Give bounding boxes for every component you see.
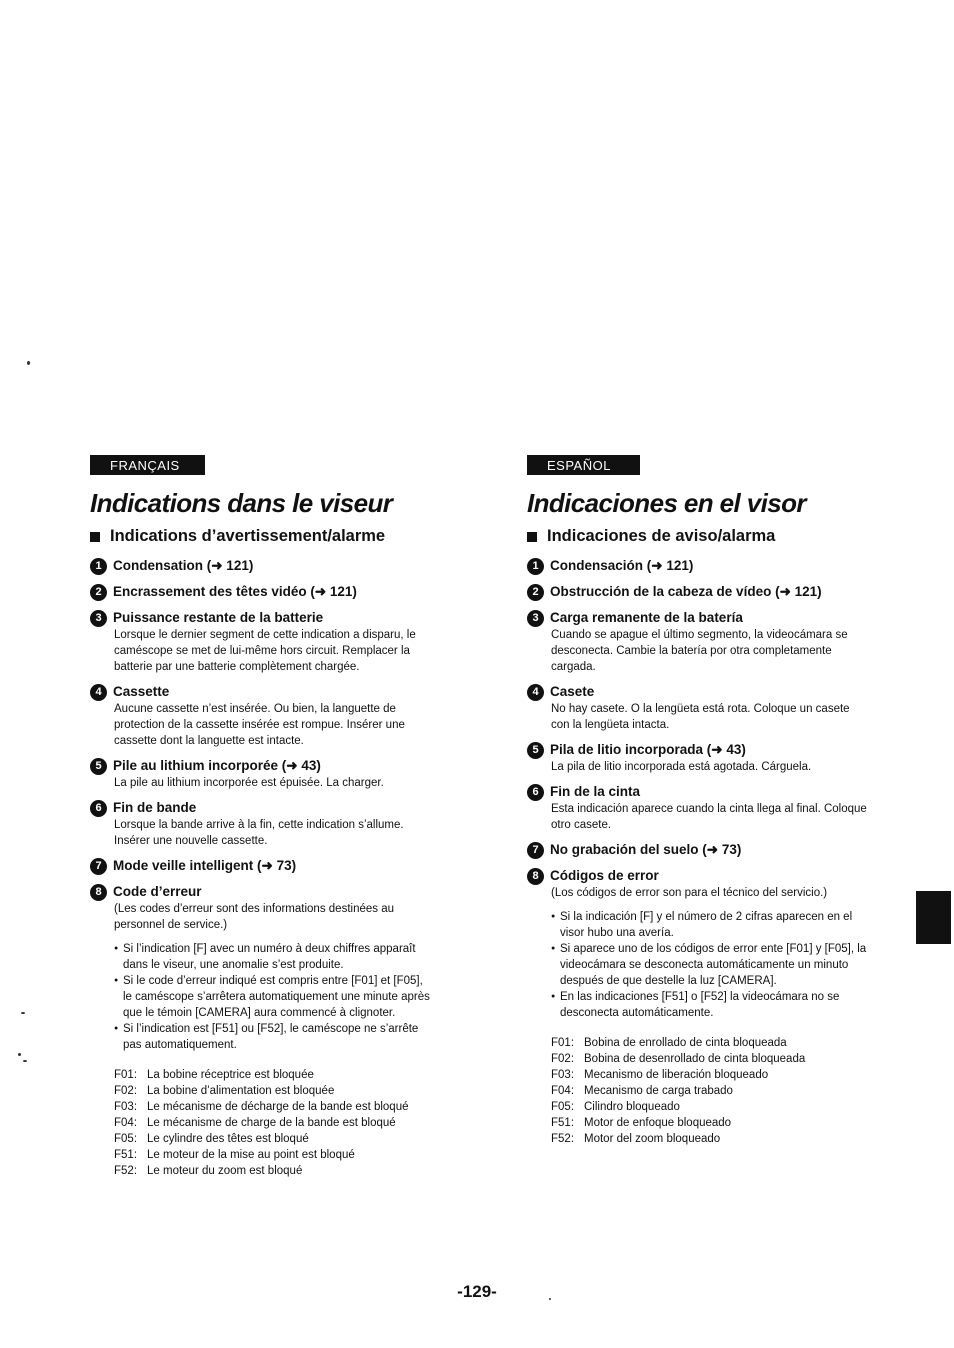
error-description: Mecanismo de carga trabado [584, 1085, 733, 1097]
error-code-row [551, 1035, 902, 1051]
section-title [527, 525, 902, 547]
item-body-line: caméscope se met de lui-même hors circuit. Remplacer la [114, 645, 410, 657]
bullet-dot-icon: ● [551, 945, 556, 952]
language-label: FRANÇAIS [90, 455, 205, 475]
item-body-line: protection de la cassette insérée est rompue. Insérer une [114, 719, 405, 731]
error-code-row [551, 1115, 902, 1131]
square-bullet-icon [527, 532, 537, 542]
bullet-line [551, 909, 902, 925]
page-title: Indications dans le viseur [90, 488, 393, 518]
bullet-dot-icon [114, 957, 123, 973]
bullet-text: Si le code d’erreur indiqué est compris entre [F01] et [F05], [123, 975, 423, 987]
item-body-line: La pile au lithium incorporée est épuisée. La charger. [114, 777, 384, 789]
bullet-line [551, 1005, 902, 1021]
item-heading-text: Pila de litio incorporada (➜ 43) [550, 742, 746, 757]
error-code: F51: [114, 1149, 138, 1161]
item-heading [527, 683, 902, 701]
indication-item [527, 557, 902, 575]
bullet-text: videocámara se desconecta automáticamente un minuto [560, 959, 849, 971]
item-heading [527, 583, 902, 601]
item-body-line: No hay casete. O la lengüeta está rota. Coloque un casete [551, 703, 850, 715]
speck [27, 361, 30, 365]
item-heading-text: Encrassement des têtes vidéo (➜ 121) [113, 584, 357, 599]
bullet-dot-icon: ● [114, 945, 119, 952]
item-body-line: cargada. [551, 661, 596, 673]
error-code: F52: [551, 1133, 575, 1145]
item-body-line: Esta indicación aparece cuando la cinta llega al final. Coloque [551, 803, 867, 815]
error-code-row [114, 1131, 465, 1147]
bullet-line [551, 973, 902, 989]
bullet-line [114, 1037, 465, 1053]
number-5-icon: 5 [527, 742, 544, 759]
bullet-dot-icon [551, 973, 560, 989]
bullet-line [114, 957, 465, 973]
number-1-icon: 1 [527, 558, 544, 575]
bullet-dot-icon [551, 957, 560, 973]
item-heading-text: Mode veille intelligent (➜ 73) [113, 858, 297, 873]
bullet-line [114, 1005, 465, 1021]
indication-item [90, 683, 465, 749]
error-description: Le mécanisme de charge de la bande est bloqué [147, 1117, 396, 1129]
indication-item [527, 741, 902, 775]
francais-column [90, 455, 465, 1179]
error-code-row [551, 1131, 902, 1147]
error-description: Bobina de desenrollado de cinta bloqueada [584, 1053, 806, 1065]
item-heading [90, 557, 465, 575]
error-code: F05: [551, 1101, 575, 1113]
number-8-icon: 8 [527, 868, 544, 885]
bullet-text: dans le viseur, une anomalie s’est produite. [123, 959, 344, 971]
error-description: Motor de enfoque bloqueado [584, 1117, 732, 1129]
indication-item [527, 841, 902, 859]
item-heading-text: Obstrucción de la cabeza de vídeo (➜ 121) [550, 584, 822, 599]
speck [549, 1298, 551, 1300]
item-body-line: Lorsque la bande arrive à la fin, cette indication s’allume. [114, 819, 404, 831]
indication-list [90, 557, 465, 933]
page-number: -129- [457, 1282, 497, 1301]
error-code-row [114, 1115, 465, 1131]
indication-item [90, 557, 465, 575]
section-title [90, 525, 465, 547]
item-heading [527, 557, 902, 575]
bullet-dot-icon: ● [551, 913, 556, 920]
indication-item [527, 583, 902, 601]
bullet-text: le caméscope s’arrêtera automatiquement une minute après [123, 991, 430, 1003]
item-body-line: desconecta. Cambie la batería por otra completamente [551, 645, 832, 657]
item-body-line: La pila de litio incorporada está agotada. Cárguela. [551, 761, 812, 773]
bullet-line [114, 973, 465, 989]
error-code-row [551, 1051, 902, 1067]
indication-item [527, 609, 902, 675]
item-heading [90, 799, 465, 817]
bullet-text: Si l’indication [F] avec un numéro à deux chiffres apparaît [123, 943, 416, 955]
error-code-row [114, 1147, 465, 1163]
item-heading-text: Carga remanente de la batería [550, 610, 743, 625]
error-description: Mecanismo de liberación bloqueado [584, 1069, 769, 1081]
error-code: F03: [114, 1101, 138, 1113]
error-code: F52: [114, 1165, 138, 1177]
bullet-line [551, 941, 902, 957]
bullet-dot-icon: ● [114, 1025, 119, 1032]
bullet-text: visor hubo una avería. [560, 927, 674, 939]
bullet-dot-icon: ● [114, 977, 119, 984]
item-body-line: batterie par une batterie complètement chargée. [114, 661, 360, 673]
bullet-line [114, 1021, 465, 1037]
speck [18, 1053, 21, 1056]
number-3-icon: 3 [527, 610, 544, 627]
error-code-row [114, 1099, 465, 1115]
item-heading-text: Condensation (➜ 121) [113, 558, 254, 573]
indication-item [527, 683, 902, 733]
item-body-line: personnel de service.) [114, 919, 228, 931]
bullet-line [551, 925, 902, 941]
bullet-dot-icon [114, 1037, 123, 1053]
bullet-text: Si la indicación [F] y el número de 2 cifras aparecen en el [560, 911, 853, 923]
number-3-icon: 3 [90, 610, 107, 627]
bullet-line [551, 957, 902, 973]
bullet-dot-icon [551, 1005, 560, 1021]
item-heading [527, 609, 902, 627]
bullet-dot-icon [114, 1005, 123, 1021]
indication-item [90, 609, 465, 675]
error-code-row [551, 1083, 902, 1099]
error-code-row [114, 1163, 465, 1179]
error-code: F02: [114, 1085, 138, 1097]
error-code: F51: [551, 1117, 575, 1129]
error-description: Cilindro bloqueado [584, 1101, 680, 1113]
item-body-line: (Les codes d’erreur sont des informations destinées au [114, 903, 394, 915]
number-5-icon: 5 [90, 758, 107, 775]
bullet-list [90, 941, 465, 1053]
item-heading [527, 841, 902, 859]
error-code-row [114, 1067, 465, 1083]
item-heading-text: No grabación del suelo (➜ 73) [550, 842, 742, 857]
error-code: F03: [551, 1069, 575, 1081]
indication-item [90, 583, 465, 601]
number-6-icon: 6 [527, 784, 544, 801]
error-code: F01: [114, 1069, 138, 1081]
language-label: ESPAÑOL [527, 455, 640, 475]
item-body-line: Insérer une nouvelle cassette. [114, 835, 268, 847]
section-title-text: Indications d’avertissement/alarme [110, 527, 386, 545]
error-description: Motor del zoom bloqueado [584, 1133, 721, 1145]
bullet-text: que le témoin [CAMERA] aura commencé à clignoter. [123, 1007, 396, 1019]
item-heading-text: Fin de la cinta [550, 784, 641, 799]
bullet-text: Si l’indication est [F51] ou [F52], le caméscope ne s’arrête [123, 1023, 419, 1035]
error-description: Le moteur du zoom est bloqué [147, 1165, 303, 1177]
espanol-column [527, 455, 902, 1147]
error-code: F04: [551, 1085, 575, 1097]
indication-list [527, 557, 902, 901]
number-8-icon: 8 [90, 884, 107, 901]
bullet-text: En las indicaciones [F51] o [F52] la videocámara no se [560, 991, 840, 1003]
item-body-line: Aucune cassette n’est insérée. Ou bien, la languette de [114, 703, 396, 715]
item-heading-text: Cassette [113, 684, 170, 699]
bullet-dot-icon [551, 925, 560, 941]
number-2-icon: 2 [90, 584, 107, 601]
bullet-line [551, 989, 902, 1005]
error-code-list [551, 1035, 902, 1147]
number-7-icon: 7 [90, 858, 107, 875]
item-heading [90, 757, 465, 775]
item-heading [527, 867, 902, 885]
error-code-row [551, 1067, 902, 1083]
error-code: F01: [551, 1037, 575, 1049]
indication-item [527, 867, 902, 901]
item-heading [90, 609, 465, 627]
section-title-text: Indicaciones de aviso/alarma [547, 527, 776, 545]
number-6-icon: 6 [90, 800, 107, 817]
item-heading-text: Fin de bande [113, 800, 197, 815]
bullet-text: Si aparece uno de los códigos de error ente [F01] y [F05], la [560, 943, 867, 955]
error-code-row [551, 1099, 902, 1115]
bullet-list [527, 909, 902, 1021]
error-description: Le moteur de la mise au point est bloqué [147, 1149, 355, 1161]
square-bullet-icon [90, 532, 100, 542]
item-heading-text: Códigos de error [550, 868, 659, 883]
item-heading-text: Puissance restante de la batterie [113, 610, 324, 625]
item-heading [90, 883, 465, 901]
number-1-icon: 1 [90, 558, 107, 575]
error-code: F02: [551, 1053, 575, 1065]
bullet-line [114, 989, 465, 1005]
bullet-dot-icon [114, 989, 123, 1005]
bullet-dot-icon: ● [551, 993, 556, 1000]
bullet-text: pas automatiquement. [123, 1039, 237, 1051]
page-title: Indicaciones en el visor [527, 488, 806, 518]
indication-item [527, 783, 902, 833]
item-heading [527, 741, 902, 759]
error-description: Bobina de enrollado de cinta bloqueada [584, 1037, 787, 1049]
bullet-text: después de que destelle la luz [CAMERA]. [560, 975, 777, 987]
item-heading-text: Pile au lithium incorporée (➜ 43) [113, 758, 321, 773]
item-heading [90, 583, 465, 601]
bullet-line [114, 941, 465, 957]
error-code-list [114, 1067, 465, 1179]
item-heading [527, 783, 902, 801]
item-heading-text: Code d’erreur [113, 884, 202, 899]
item-body-line: Cuando se apague el último segmento, la videocámara se [551, 629, 848, 641]
error-description: La bobine réceptrice est bloquée [147, 1069, 314, 1081]
error-description: Le cylindre des têtes est bloqué [147, 1133, 309, 1145]
indication-item [90, 799, 465, 849]
error-code-row [114, 1083, 465, 1099]
error-code: F04: [114, 1117, 138, 1129]
indication-item [90, 883, 465, 933]
speck [23, 1060, 27, 1062]
error-description: Le mécanisme de décharge de la bande est bloqué [147, 1101, 409, 1113]
item-body-line: Lorsque le dernier segment de cette indication a disparu, le [114, 629, 416, 641]
item-body-line: con la lengüeta intacta. [551, 719, 670, 731]
number-2-icon: 2 [527, 584, 544, 601]
item-body-line: cassette dont la languette est intacte. [114, 735, 304, 747]
indication-item [90, 857, 465, 875]
item-heading [90, 857, 465, 875]
item-body-line: (Los códigos de error son para el técnico del servicio.) [551, 887, 828, 899]
error-description: La bobine d’alimentation est bloquée [147, 1085, 335, 1097]
item-heading-text: Casete [550, 684, 595, 699]
error-code: F05: [114, 1133, 138, 1145]
indication-item [90, 757, 465, 791]
number-4-icon: 4 [527, 684, 544, 701]
speck [21, 1012, 25, 1014]
item-body-line: otro casete. [551, 819, 612, 831]
side-thumb-tab [916, 891, 951, 944]
item-heading-text: Condensación (➜ 121) [550, 558, 694, 573]
number-7-icon: 7 [527, 842, 544, 859]
item-heading [90, 683, 465, 701]
number-4-icon: 4 [90, 684, 107, 701]
bullet-text: desconecta automáticamente. [560, 1007, 714, 1019]
